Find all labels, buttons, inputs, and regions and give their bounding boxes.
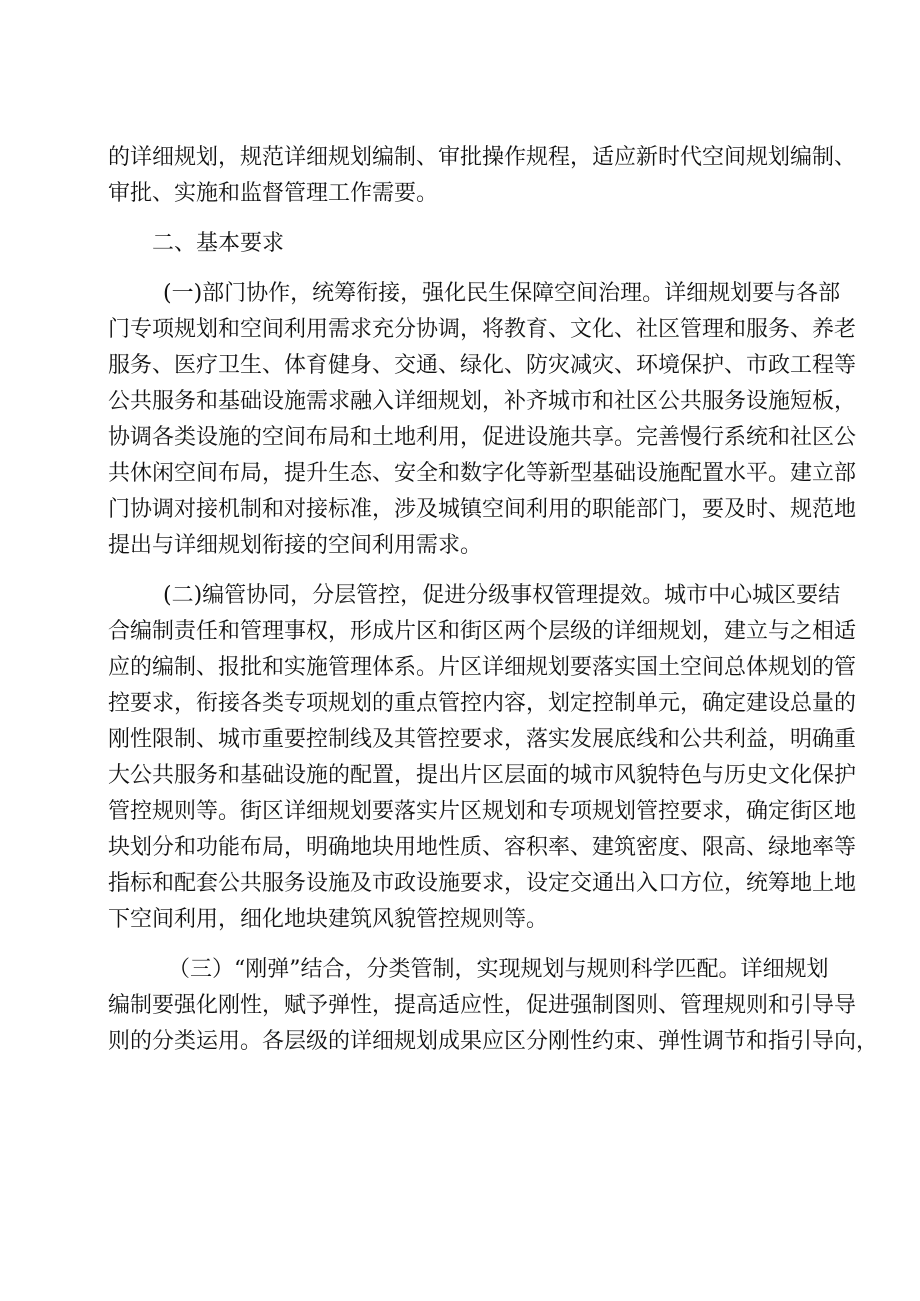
para3-line: 编制要强化刚性，赋予弹性，提高适应性，促进强制图则、管理规则和引导导	[108, 993, 857, 1018]
para2-line: 合编制责任和管理事权，形成片区和街区两个层级的详细规划，建立与之相适	[108, 619, 857, 644]
para2-line: 管控规则等。街区详细规划要落实片区规划和专项规划管控要求，确定街区地	[108, 799, 857, 824]
para2-line: 大公共服务和基础设施的配置，提出片区层面的城市风貌特色与历史文化保护	[108, 763, 857, 788]
document-page	[108, 140, 879, 1060]
para1-line: 协调各类设施的空间布局和土地利用，促进设施共享。完善慢行系统和社区公	[108, 425, 857, 450]
para2-line: 控要求，衔接各类专项规划的重点管控内容，划定控制单元，确定建设总量的	[108, 691, 857, 716]
para2-line: 块划分和功能布局，明确地块用地性质、容积率、建筑密度、限高、绿地率等	[108, 835, 857, 860]
para2-line: 应的编制、报批和实施管理体系。片区详细规划要落实国土空间总体规划的管	[108, 655, 857, 680]
para1-line: 门专项规划和空间利用需求充分协调，将教育、文化、社区管理和服务、养老	[108, 317, 857, 342]
para1-line: (一)部门协作，统筹衔接，强化民生保障空间治理。详细规划要与各部	[163, 281, 841, 306]
paragraph-gap	[108, 938, 820, 952]
intro-line: 审批、实施和监督管理工作需要。	[108, 181, 439, 206]
paragraph-gap	[108, 212, 820, 226]
para1-line: 共休闲空间布局，提升生态、安全和数字化等新型基础设施配置水平。建立部	[108, 461, 857, 486]
paragraph-gap	[108, 262, 820, 276]
paragraph-gap	[108, 564, 820, 578]
para3-line: （三）“刚弹”结合，分类管制，实现规划与规则科学匹配。详细规划	[168, 957, 829, 982]
para1-line: 服务、医疗卫生、体育健身、交通、绿化、防灾减灾、环境保护、市政工程等	[108, 353, 857, 378]
para2-line: 刚性限制、城市重要控制线及其管控要求，落实发展底线和公共利益，明确重	[108, 727, 857, 752]
para1-line: 门协调对接机制和对接标准，涉及城镇空间利用的职能部门，要及时、规范地	[108, 497, 857, 522]
para3-line: 则的分类运用。各层级的详细规划成果应区分刚性约束、弹性调节和指引导向，	[108, 1029, 879, 1054]
para2-line: (二)编管协同，分层管控，促进分级事权管理提效。城市中心城区要结	[163, 583, 841, 608]
intro-line: 的详细规划，规范详细规划编制、审批操作规程，适应新时代空间规划编制、	[108, 145, 857, 170]
para1-line: 公共服务和基础设施需求融入详细规划，补齐城市和社区公共服务设施短板，	[108, 389, 857, 414]
para2-line: 下空间利用，细化地块建筑风貌管控规则等。	[108, 907, 549, 932]
para1-line: 提出与详细规划衔接的空间利用需求。	[108, 533, 483, 558]
section-heading: 二、基本要求	[152, 231, 285, 256]
para2-line: 指标和配套公共服务设施及市政设施要求，设定交通出入口方位，统筹地上地	[108, 871, 857, 896]
